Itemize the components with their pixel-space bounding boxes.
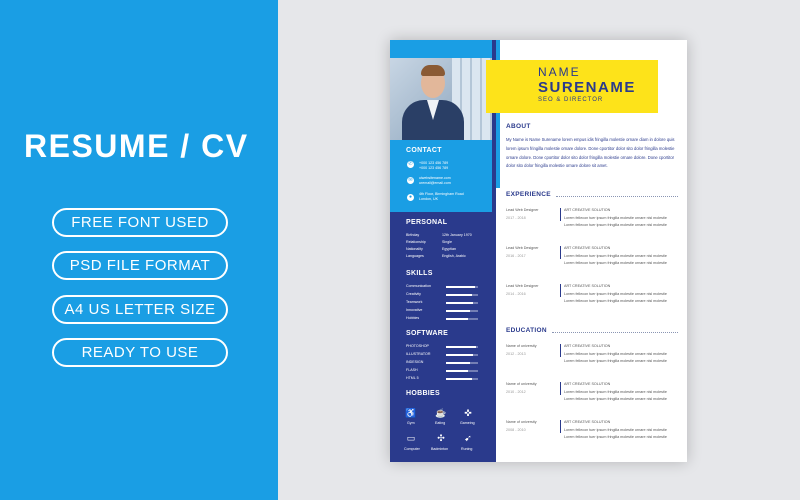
skill-label: Communication: [406, 284, 431, 288]
skill-label: Teamwork: [406, 300, 423, 304]
skill-label: Hobbies: [406, 316, 420, 320]
name-banner: [486, 60, 658, 113]
entry-desc: Lorem fellecon tuer ipsum fringilla molestie ornare nisl molestie: [564, 261, 667, 265]
personal-heading: PERSONAL: [406, 219, 448, 226]
skill-bar: [446, 294, 478, 296]
hobby-label: Computer: [404, 447, 420, 451]
entry-years: 2016 - 2017: [506, 254, 526, 258]
entry-role: Lead Web Designer: [506, 246, 539, 250]
skill-bar-fill: [446, 302, 473, 304]
hobbies-heading: HOBBIES: [406, 390, 440, 397]
skill-bar: [446, 318, 478, 320]
about-heading: ABOUT: [506, 123, 531, 130]
entry-years: 2017 - 2018: [506, 216, 526, 220]
entry-divider: [560, 284, 561, 297]
phone-1: +000 123 456 789: [419, 161, 449, 165]
entry-company: ART CREATIVE SOLUTION: [564, 284, 611, 288]
software-bar: [446, 370, 478, 372]
address-line-2: London, UK: [419, 197, 438, 201]
hobby-label: Runing: [461, 447, 473, 451]
software-bar: [446, 378, 478, 380]
software-heading: SOFTWARE: [406, 330, 449, 337]
education-heading: EDUCATION: [506, 327, 547, 334]
contact-heading: CONTACT: [406, 147, 442, 154]
software-bar-fill: [446, 354, 473, 356]
entry-desc: Lorem fellecon tuer ipsum fringilla molestie ornare nisl molestie: [564, 352, 667, 356]
address-line-1: 4th Floor, Birmingham Road: [419, 192, 464, 196]
promo-title: RESUME / CV: [24, 128, 249, 164]
hobby-label: Gym: [407, 421, 415, 425]
website: uiwebsitename.com: [419, 176, 451, 180]
software-bar: [446, 346, 478, 348]
entry-company: ART CREATIVE SOLUTION: [564, 246, 611, 250]
software-bar-fill: [446, 346, 476, 348]
entry-company: ART CREATIVE SOLUTION: [564, 208, 611, 212]
about-text: My Name is Name Surename lorem empus idis fringilla molestie ornare diam in dolore quis lorem ipsum fringilla molestie ornare dolore. Done cportitor dolor sito dolor fringilla molestie ornare dolore. Done cportitor dolor sito dolor fringilla molestie ornare dolore. Done cportitor dolor sito dolor fringilla molestie ornare dolore sit amet.: [506, 137, 675, 169]
entry-divider: [560, 382, 561, 395]
software-bar: [446, 362, 478, 364]
education-rule: [552, 332, 678, 333]
entry-role: Name of university: [506, 344, 537, 348]
resume-sheet: [390, 40, 687, 462]
top-accent-strip: [390, 40, 492, 58]
entry-company: ART CREATIVE SOLUTION: [564, 344, 611, 348]
promo-panel: [0, 0, 278, 500]
entry-divider: [560, 246, 561, 259]
entry-years: 2008 - 2010: [506, 428, 526, 432]
entry-divider: [560, 344, 561, 357]
skills-heading: SKILLS: [406, 270, 433, 277]
entry-desc: Lorem fellecon tuer ipsum fringilla molestie ornare nisl molestie: [564, 390, 667, 394]
eating-icon: ☕: [435, 408, 447, 418]
entry-divider: [560, 208, 561, 221]
feature-pill-psd-format: PSD FILE FORMAT: [52, 251, 228, 280]
skill-bar-fill: [446, 294, 472, 296]
skill-bar-fill: [446, 310, 470, 312]
software-label: HTML 5: [406, 376, 419, 380]
software-label: PHOTOSHOP: [406, 344, 429, 348]
experience-rule: [556, 196, 678, 197]
personal-label: Relationship: [406, 240, 426, 244]
experience-heading: EXPERIENCE: [506, 191, 551, 198]
first-name: NAME: [538, 65, 581, 79]
entry-desc: Lorem fellecon tuer ipsum fringilla molestie ornare nisl molestie: [564, 292, 667, 296]
gamepad-icon: ✜: [464, 408, 472, 418]
hobby-label: Gameing: [460, 421, 475, 425]
personal-value: Egyptian: [442, 247, 456, 251]
entry-desc: Lorem fellecon tuer ipsum fringilla molestie ornare nisl molestie: [564, 359, 667, 363]
entry-desc: Lorem fellecon tuer ipsum fringilla molestie ornare nisl molestie: [564, 299, 667, 303]
feature-pill-free-font: FREE FONT USED: [52, 208, 228, 237]
entry-desc: Lorem fellecon tuer ipsum fringilla molestie ornare nisl molestie: [564, 223, 667, 227]
entry-years: 2014 - 2016: [506, 292, 526, 296]
feature-pill-ready: READY TO USE: [52, 338, 228, 367]
badminton-icon: ✣: [437, 433, 445, 443]
skill-bar-fill: [446, 318, 468, 320]
feature-pill-paper-size: A4 US LETTER SIZE: [52, 295, 228, 324]
bike-icon: ♿: [405, 408, 417, 418]
hobby-label: Badminton: [431, 447, 449, 451]
skill-bar-fill: [446, 286, 475, 288]
entry-desc: Lorem fellecon tuer ipsum fringilla molestie ornare nisl molestie: [564, 254, 667, 258]
email: uremail@email.com: [419, 181, 451, 185]
email-icon: ✉: [408, 177, 413, 183]
location-icon: ●: [408, 194, 413, 200]
entry-desc: Lorem fellecon tuer ipsum fringilla molestie ornare nisl molestie: [564, 216, 667, 220]
phone-icon: ✆: [408, 161, 413, 167]
personal-value: English, Arabic: [442, 254, 466, 258]
skill-bar: [446, 310, 478, 312]
entry-role: Lead Web Designer: [506, 284, 539, 288]
job-title: SEO & DIRECTOR: [538, 97, 604, 103]
software-bar: [446, 354, 478, 356]
personal-value: Single: [442, 240, 452, 244]
entry-role: Name of university: [506, 382, 537, 386]
skill-label: Innovative: [406, 308, 423, 312]
personal-label: Birthday: [406, 233, 420, 237]
computer-icon: ▭: [406, 433, 416, 443]
entry-years: 2010 - 2012: [506, 390, 526, 394]
entry-desc: Lorem fellecon tuer ipsum fringilla molestie ornare nisl molestie: [564, 428, 667, 432]
entry-company: ART CREATIVE SOLUTION: [564, 420, 611, 424]
running-icon: ➹: [464, 433, 472, 443]
personal-label: Languages: [406, 254, 424, 258]
entry-company: ART CREATIVE SOLUTION: [564, 382, 611, 386]
skill-bar: [446, 286, 478, 288]
contact-section: [390, 140, 492, 212]
software-bar-fill: [446, 378, 472, 380]
entry-desc: Lorem fellecon tuer ipsum fringilla molestie ornare nisl molestie: [564, 435, 667, 439]
personal-label: Nationality: [406, 247, 423, 251]
surname: SURENAME: [538, 79, 636, 96]
software-label: FLASH: [406, 368, 418, 372]
profile-photo: [390, 58, 492, 140]
software-label: ILLUSTRATOR: [406, 352, 431, 356]
personal-value: 12th January 1970: [442, 233, 472, 237]
hobby-label: Eating: [435, 421, 446, 425]
entry-role: Name of university: [506, 420, 537, 424]
entry-years: 2012 - 2013: [506, 352, 526, 356]
entry-role: Lead Web Designer: [506, 208, 539, 212]
skill-label: Creativity: [406, 292, 421, 296]
entry-desc: Lorem fellecon tuer ipsum fringilla molestie ornare nisl molestie: [564, 397, 667, 401]
personal-column: [390, 212, 496, 462]
phone-2: +000 123 456 789: [419, 166, 449, 170]
skill-bar: [446, 302, 478, 304]
software-label: INDESIGN: [406, 360, 424, 364]
entry-divider: [560, 420, 561, 433]
software-bar-fill: [446, 370, 468, 372]
software-bar-fill: [446, 362, 470, 364]
